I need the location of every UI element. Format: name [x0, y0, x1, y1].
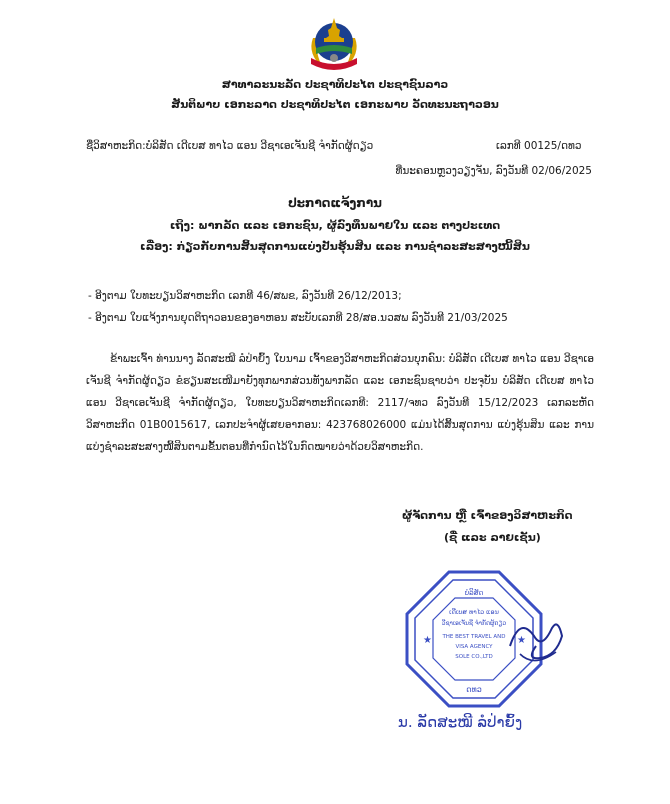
notice-recipients: ເຖິງ: ພາກລັດ ແລະ ເອກະຊົນ, ຜູ້ລົງທຶນພາຍໃນ ແລະ ຕາງປະເທດ: [169, 219, 501, 232]
stamp-top-text: ບໍລິສັດ: [464, 589, 484, 597]
national-emblem-icon: [303, 8, 365, 74]
national-motto-line-2: ສັນຕິພາບ ເອກະລາດ ປະຊາທິປະໄຕ ເອກະພາບ ວັດທະນະຖາວອນ: [171, 98, 499, 111]
stamp-line: SOLE CO.,LTD: [455, 654, 493, 660]
stamp-star-left-icon: ★: [423, 635, 432, 646]
stamp-star-right-icon: ★: [517, 635, 526, 646]
reference-item: - ອີງຕາມ ໃບທະບຽນວິສາຫະກິດ ເລກທີ 46/ສພຂ, ລົງວັນທີ 26/12/2013;: [88, 290, 402, 302]
national-motto-line-1: ສາທາລະນະລັດ ປະຊາທິປະໄຕ ປະຊາຊົນລາວ: [221, 78, 449, 91]
stamp-line: THE BEST TRAVEL AND: [442, 634, 506, 640]
signature-note: (ຊື່ ແລະ ລາຍເຊັນ): [444, 531, 541, 544]
stamp-line: VISA AGENCY: [455, 644, 493, 650]
signer-name: ນ. ລັດສະໝີ ລໍປ່າຍົ້ງ: [398, 713, 523, 731]
company-name: ຊື່ວິສາຫະກິດ:ບໍລິສັດ ເດີເບສ ທາໄວ ແອນ ວີຊາເອເຈັນຊີ ຈຳກັດຜູ້ດຽວ: [86, 140, 374, 152]
signature-title: ຜູ້ຈັດການ ຫຼື ເຈົ້າຂອງວິສາຫະກິດ: [402, 509, 573, 522]
stamp-bottom-text: ດທວ: [466, 685, 482, 694]
reference-item: - ອີງຕາມ ໃບແຈ້ງການຍຸດຕິຖາວອນຂອງອາຫອນ ສະບັບເລກທີ 28/ສອ.ນວສພ ລົງວັນທີ 21/03/2025: [88, 312, 508, 324]
stamp-line: ເດີເບສ ທາໄວ ແອນ: [449, 608, 499, 616]
handwritten-signature-icon: [500, 606, 570, 676]
stamp-line: ວີຊາເອເຈັນຊີ ຈຳກັດຜູ້ດຽວ: [441, 620, 507, 627]
reference-number: ເລກທີ 00125/ດທວ: [496, 140, 582, 152]
place-and-date: ທີ່ນະຄອນຫຼວງວຽງຈັນ, ລົງວັນທີ 02/06/2025: [395, 165, 592, 177]
notice-body: ຂ້າພະເຈົ້າ ທ່ານນາງ ລັດສະໝີ ລໍປ່າຍົ້ງ ໃບນາມ ເຈົ້າຂອງວິສາຫະກິດສ່ວນບຸກຄົນ: ບໍລິສັດ ເດີເບສ ທາໄວ ແອນ ວີຊາເອເຈັນຊີ ຈຳກັດຜູ້ດຽວ ຂໍຮຽນສະເໜີມາຍັງທຸກພາກສ່ວນທັງພາກລັດ ແລະ ເອກະຊົນຊາບວ່າ ປະຈຸບັນ ບໍລິສັດ ເດີເບສ ທາໄວ ແອນ ວີຊາເອເຈັນຊີ ຈຳກັດຜູ້ດຽວ, ໃບທະບຽນວິສາຫະກິດເລກທີ: 2117/ຈທວ ລົງວັນທີ 15/12/2023 ເລກລະຫັດວິສາຫະກິດ 01B0015617, ເລກປະຈຳຜູ້ເສຍອາກອນ: 423768026000 ແມ່ນໄດ້ສິ້ນສຸດການ ແບ່ງຮຸ້ນສິນ ແລະ ການແບ່ງຊຳລະສະສາງໜີ້ສິນຕາມຂັ້ນຕອນທີ່ກຳນົດໄວ້ໃນກົດໝາຍວ່າດ້ວຍວິສາຫະກິດ.: [86, 353, 594, 453]
notice-title: ປະກາດແຈ້ງການ: [288, 196, 382, 210]
notice-subject: ເລື່ອງ: ກ່ຽວກັບການສິ້ນສຸດການແບ່ງປັນຮຸ້ນສິນ ແລະ ການຊຳລະສະສາງໜີ້ສິນ: [140, 240, 530, 253]
